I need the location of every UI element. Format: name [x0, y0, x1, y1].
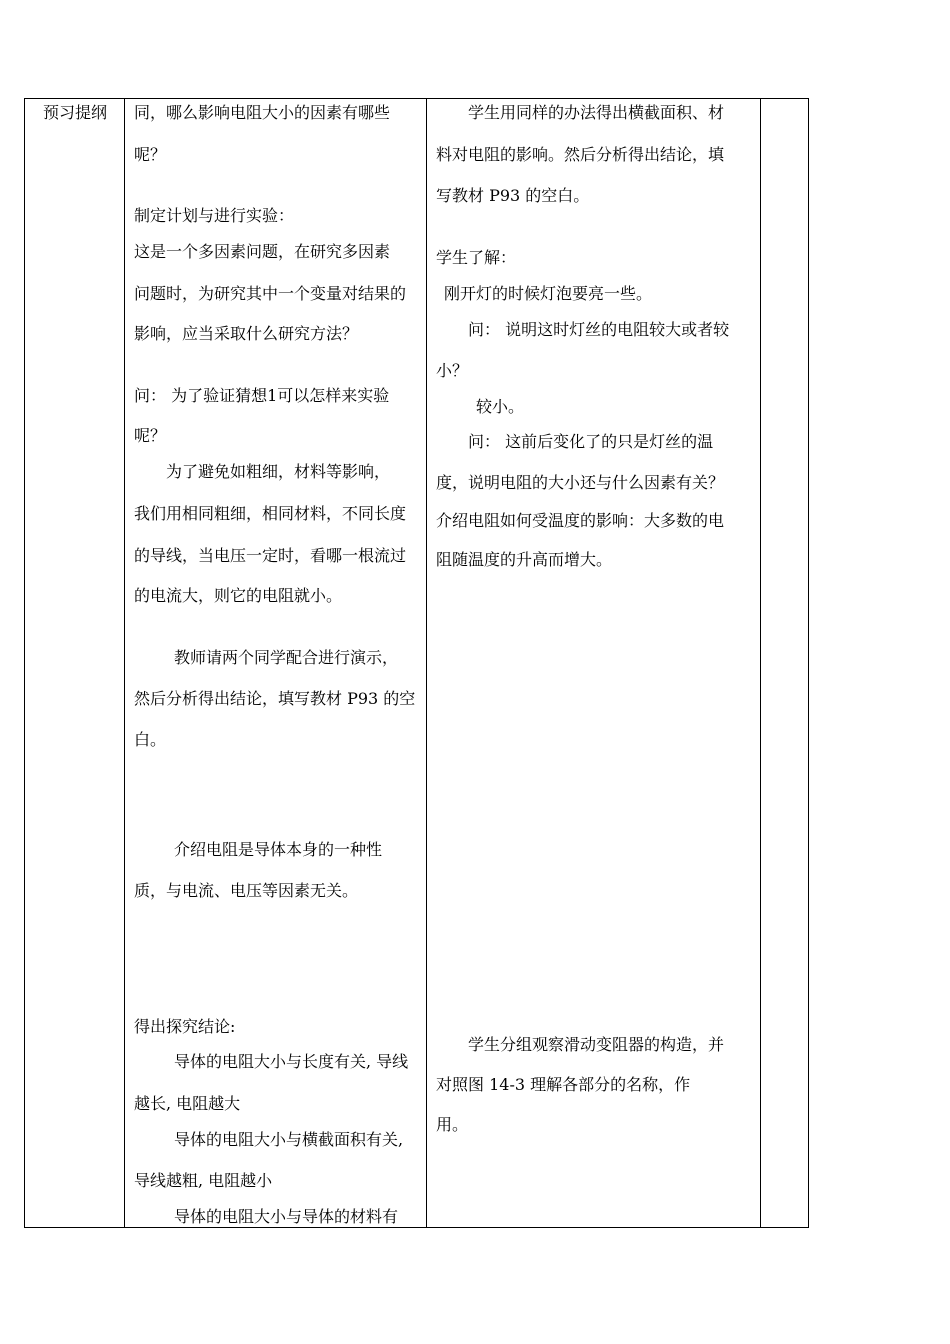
text-line: 度，说明电阻的大小还与什么因素有关？	[436, 473, 725, 492]
text-line: 问： 这前后变化了的只是灯丝的温	[468, 432, 714, 451]
text-line: 问： 说明这时灯丝的电阻较大或者较	[468, 320, 730, 339]
text-line: 学生分组观察滑动变阻器的构造，并	[468, 1035, 725, 1054]
lesson-table	[24, 98, 809, 1228]
text-span: 这是一个多因素问题，在研究多因素	[134, 242, 391, 261]
text-line: 刚开灯的时候灯泡要亮一些。	[444, 284, 653, 303]
text-line: 阻随温度的升高而增大。	[436, 550, 613, 569]
text-line: 用。	[436, 1115, 469, 1134]
column-divider	[760, 99, 761, 1227]
text-line: 学生了解：	[436, 248, 517, 267]
text-line: 教师请两个同学配合进行演示，	[174, 648, 399, 667]
text-line: 导线越粗, 电阻越小	[134, 1171, 273, 1190]
column-divider	[426, 99, 427, 1227]
text-line: 导体的电阻大小与长度有关, 导线	[174, 1052, 409, 1071]
row-heading: 预习提纲	[43, 103, 108, 122]
text-line: 导体的电阻大小与横截面积有关,	[174, 1130, 404, 1149]
text-line: 介绍电阻是导体本身的一种性	[174, 840, 383, 859]
text-line: 写教材 P93 的空白。	[436, 186, 590, 205]
text-line: 料对电阻的影响。然后分析得出结论，填	[436, 145, 725, 164]
text-line: 小？	[436, 361, 469, 380]
text-line: 问题时，为研究其中一个变量对结果的	[134, 284, 407, 303]
text-line: 质，与电流、电压等因素无关。	[134, 881, 359, 900]
text-line: 导体的电阻大小与导体的材料有	[174, 1207, 399, 1226]
text-line: 我们用相同粗细，相同材料，不同长度	[134, 504, 407, 523]
text-line: 制定计划与进行实验：	[134, 206, 295, 225]
text-line: 问： 为了验证猜想1可以怎样来实验	[134, 386, 390, 405]
text-line: 同，哪么影响电阻大小的因素有哪些	[134, 103, 391, 122]
text-line: 然后分析得出结论，填写教材 P93 的空	[134, 689, 416, 708]
text-line: 影响，应当采取什么研究方法？	[134, 324, 359, 343]
text-line: 对照图 14-3 理解各部分的名称，作	[436, 1075, 691, 1094]
notes-cell	[762, 99, 808, 1227]
column-divider	[124, 99, 125, 1227]
text-line: 介绍电阻如何受温度的影响：大多数的电	[436, 511, 725, 530]
text-line: 呢？	[134, 145, 167, 164]
text-line	[134, 242, 390, 262]
text-line: 的导线，当电压一定时，看哪一根流过	[134, 546, 407, 565]
text-line: 为了避免如粗细，材料等影响，	[166, 462, 391, 481]
text-line: 得出探究结论:	[134, 1017, 236, 1036]
text-line: 学生用同样的办法得出横截面积、材	[468, 103, 725, 122]
text-line: 白。	[134, 730, 167, 749]
text-line: 呢？	[134, 426, 167, 445]
text-line: 越长, 电阻越大	[134, 1094, 241, 1113]
text-line: 较小。	[476, 397, 525, 416]
text-line: 的电流大，则它的电阻就小。	[134, 586, 343, 605]
